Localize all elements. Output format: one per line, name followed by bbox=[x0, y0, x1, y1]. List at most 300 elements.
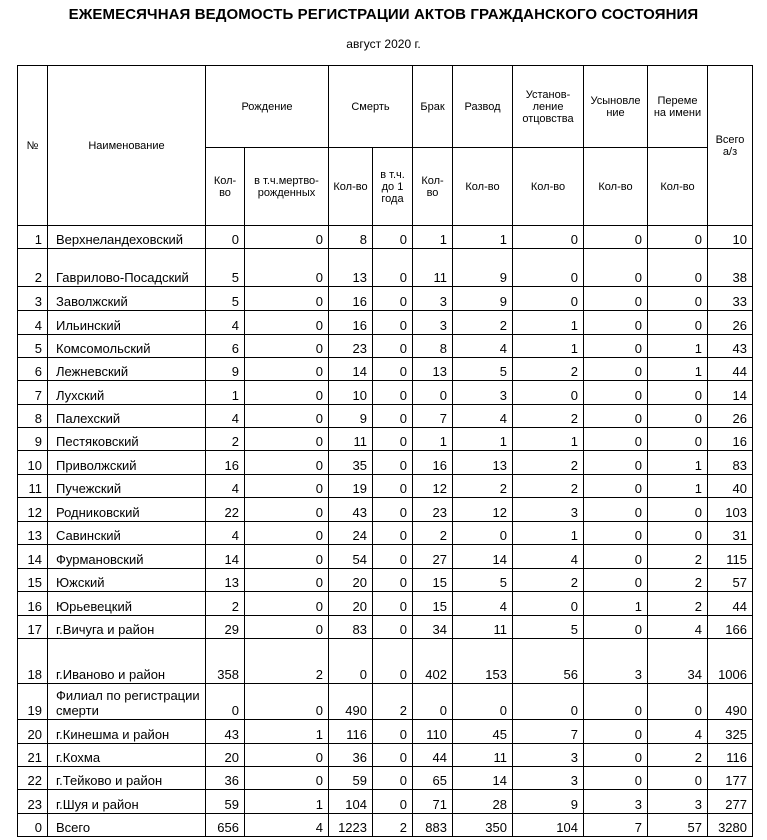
cell-infant: 0 bbox=[373, 311, 413, 335]
cell-divorce: 11 bbox=[453, 744, 513, 767]
registration-table bbox=[17, 65, 753, 837]
cell-no: 8 bbox=[18, 405, 48, 428]
cell-divorce: 153 bbox=[453, 639, 513, 684]
cell-adoption: 0 bbox=[584, 744, 648, 767]
cell-total: 325 bbox=[708, 720, 753, 744]
cell-name: Филиал по регистрации смерти bbox=[48, 684, 206, 720]
cell-marriage: 27 bbox=[413, 545, 453, 569]
cell-name-change: 1 bbox=[648, 358, 708, 381]
cell-name-change: 4 bbox=[648, 616, 708, 639]
cell-marriage: 402 bbox=[413, 639, 453, 684]
cell-death: 19 bbox=[329, 475, 373, 498]
cell-adoption: 0 bbox=[584, 287, 648, 311]
cell-adoption: 0 bbox=[584, 428, 648, 451]
cell-divorce: 13 bbox=[453, 451, 513, 475]
cell-death: 8 bbox=[329, 226, 373, 249]
col-header-name-change: Переме на имени bbox=[648, 66, 708, 148]
cell-total: 44 bbox=[708, 592, 753, 616]
cell-infant: 0 bbox=[373, 226, 413, 249]
cell-death: 10 bbox=[329, 381, 373, 405]
cell-adoption: 3 bbox=[584, 790, 648, 814]
cell-paternity: 1 bbox=[513, 311, 584, 335]
cell-infant: 0 bbox=[373, 767, 413, 790]
cell-birth: 1 bbox=[206, 381, 245, 405]
cell-total: 116 bbox=[708, 744, 753, 767]
cell-divorce: 350 bbox=[453, 814, 513, 837]
table-row bbox=[18, 545, 753, 569]
col-header-divorce: Развод bbox=[453, 66, 513, 148]
cell-divorce: 0 bbox=[453, 522, 513, 545]
col-header-death: Смерть bbox=[329, 66, 413, 148]
table-row bbox=[18, 569, 753, 592]
cell-marriage: 44 bbox=[413, 744, 453, 767]
cell-name-change: 0 bbox=[648, 522, 708, 545]
cell-divorce: 4 bbox=[453, 405, 513, 428]
cell-no: 2 bbox=[18, 249, 48, 287]
cell-divorce: 2 bbox=[453, 475, 513, 498]
cell-adoption: 0 bbox=[584, 498, 648, 522]
cell-name: г.Иваново и район bbox=[48, 639, 206, 684]
cell-paternity: 2 bbox=[513, 569, 584, 592]
table-row bbox=[18, 451, 753, 475]
table-row bbox=[18, 744, 753, 767]
table-row bbox=[18, 381, 753, 405]
cell-death: 14 bbox=[329, 358, 373, 381]
cell-marriage: 34 bbox=[413, 616, 453, 639]
cell-adoption: 0 bbox=[584, 381, 648, 405]
cell-no: 17 bbox=[18, 616, 48, 639]
cell-birth: 14 bbox=[206, 545, 245, 569]
cell-adoption: 0 bbox=[584, 226, 648, 249]
cell-birth: 9 bbox=[206, 358, 245, 381]
cell-marriage: 12 bbox=[413, 475, 453, 498]
col-header-birth: Рождение bbox=[206, 66, 329, 148]
table-body bbox=[18, 226, 753, 837]
cell-stillborn: 0 bbox=[245, 744, 329, 767]
cell-infant: 0 bbox=[373, 405, 413, 428]
col-header-birth-stillborn: в т.ч.мертво-рожденных bbox=[245, 148, 329, 226]
cell-adoption: 0 bbox=[584, 405, 648, 428]
cell-paternity: 104 bbox=[513, 814, 584, 837]
cell-divorce: 4 bbox=[453, 335, 513, 358]
cell-paternity: 5 bbox=[513, 616, 584, 639]
table-row bbox=[18, 249, 753, 287]
cell-marriage: 8 bbox=[413, 335, 453, 358]
cell-birth: 2 bbox=[206, 428, 245, 451]
cell-divorce: 5 bbox=[453, 358, 513, 381]
cell-stillborn: 0 bbox=[245, 498, 329, 522]
cell-infant: 0 bbox=[373, 639, 413, 684]
cell-total: 31 bbox=[708, 522, 753, 545]
cell-death: 13 bbox=[329, 249, 373, 287]
cell-divorce: 4 bbox=[453, 592, 513, 616]
cell-adoption: 0 bbox=[584, 569, 648, 592]
cell-stillborn: 0 bbox=[245, 616, 329, 639]
cell-no: 22 bbox=[18, 767, 48, 790]
cell-infant: 2 bbox=[373, 814, 413, 837]
cell-divorce: 45 bbox=[453, 720, 513, 744]
cell-stillborn: 0 bbox=[245, 475, 329, 498]
cell-paternity: 0 bbox=[513, 592, 584, 616]
cell-total: 33 bbox=[708, 287, 753, 311]
cell-infant: 0 bbox=[373, 381, 413, 405]
cell-stillborn: 0 bbox=[245, 249, 329, 287]
cell-name-change: 0 bbox=[648, 381, 708, 405]
cell-birth: 20 bbox=[206, 744, 245, 767]
cell-birth: 29 bbox=[206, 616, 245, 639]
col-header-no: № bbox=[18, 66, 48, 226]
cell-marriage: 7 bbox=[413, 405, 453, 428]
cell-birth: 36 bbox=[206, 767, 245, 790]
cell-divorce: 2 bbox=[453, 311, 513, 335]
cell-no: 1 bbox=[18, 226, 48, 249]
col-header-name-change-count: Кол-во bbox=[648, 148, 708, 226]
cell-stillborn: 0 bbox=[245, 405, 329, 428]
cell-total: 3280 bbox=[708, 814, 753, 837]
col-header-death-count: Кол-во bbox=[329, 148, 373, 226]
cell-birth: 5 bbox=[206, 287, 245, 311]
cell-no: 3 bbox=[18, 287, 48, 311]
cell-name-change: 1 bbox=[648, 475, 708, 498]
cell-marriage: 3 bbox=[413, 311, 453, 335]
cell-divorce: 5 bbox=[453, 569, 513, 592]
cell-name-change: 1 bbox=[648, 451, 708, 475]
cell-infant: 0 bbox=[373, 498, 413, 522]
cell-death: 36 bbox=[329, 744, 373, 767]
cell-marriage: 11 bbox=[413, 249, 453, 287]
cell-stillborn: 0 bbox=[245, 381, 329, 405]
cell-marriage: 71 bbox=[413, 790, 453, 814]
cell-paternity: 2 bbox=[513, 475, 584, 498]
cell-adoption: 3 bbox=[584, 639, 648, 684]
cell-divorce: 11 bbox=[453, 616, 513, 639]
cell-stillborn: 1 bbox=[245, 720, 329, 744]
cell-death: 116 bbox=[329, 720, 373, 744]
cell-name: Заволжский bbox=[48, 287, 206, 311]
cell-adoption: 7 bbox=[584, 814, 648, 837]
cell-divorce: 9 bbox=[453, 287, 513, 311]
table-row bbox=[18, 405, 753, 428]
cell-name-change: 0 bbox=[648, 498, 708, 522]
cell-stillborn: 0 bbox=[245, 569, 329, 592]
cell-adoption: 0 bbox=[584, 358, 648, 381]
cell-total: 103 bbox=[708, 498, 753, 522]
cell-total: 38 bbox=[708, 249, 753, 287]
cell-death: 1223 bbox=[329, 814, 373, 837]
cell-no: 20 bbox=[18, 720, 48, 744]
cell-marriage: 0 bbox=[413, 684, 453, 720]
cell-birth: 0 bbox=[206, 226, 245, 249]
cell-marriage: 2 bbox=[413, 522, 453, 545]
cell-no: 21 bbox=[18, 744, 48, 767]
cell-marriage: 15 bbox=[413, 569, 453, 592]
cell-total: 40 bbox=[708, 475, 753, 498]
cell-name-change: 0 bbox=[648, 226, 708, 249]
cell-infant: 0 bbox=[373, 616, 413, 639]
cell-birth: 16 bbox=[206, 451, 245, 475]
cell-adoption: 0 bbox=[584, 522, 648, 545]
cell-paternity: 3 bbox=[513, 744, 584, 767]
cell-paternity: 2 bbox=[513, 405, 584, 428]
cell-no: 6 bbox=[18, 358, 48, 381]
cell-death: 104 bbox=[329, 790, 373, 814]
cell-name: Родниковский bbox=[48, 498, 206, 522]
cell-name: Ильинский bbox=[48, 311, 206, 335]
cell-infant: 0 bbox=[373, 287, 413, 311]
col-header-birth-count: Кол-во bbox=[206, 148, 245, 226]
cell-birth: 0 bbox=[206, 684, 245, 720]
cell-name-change: 2 bbox=[648, 744, 708, 767]
cell-infant: 0 bbox=[373, 522, 413, 545]
cell-total: 277 bbox=[708, 790, 753, 814]
cell-name: Комсомольский bbox=[48, 335, 206, 358]
cell-no: 9 bbox=[18, 428, 48, 451]
cell-name: г.Вичуга и район bbox=[48, 616, 206, 639]
cell-death: 9 bbox=[329, 405, 373, 428]
cell-no: 0 bbox=[18, 814, 48, 837]
cell-name-change: 2 bbox=[648, 592, 708, 616]
cell-paternity: 4 bbox=[513, 545, 584, 569]
cell-marriage: 65 bbox=[413, 767, 453, 790]
cell-death: 23 bbox=[329, 335, 373, 358]
cell-birth: 4 bbox=[206, 311, 245, 335]
cell-total: 83 bbox=[708, 451, 753, 475]
cell-stillborn: 0 bbox=[245, 428, 329, 451]
cell-marriage: 23 bbox=[413, 498, 453, 522]
cell-stillborn: 0 bbox=[245, 592, 329, 616]
cell-divorce: 28 bbox=[453, 790, 513, 814]
cell-name: г.Шуя и район bbox=[48, 790, 206, 814]
table-row bbox=[18, 475, 753, 498]
cell-adoption: 0 bbox=[584, 616, 648, 639]
cell-death: 54 bbox=[329, 545, 373, 569]
cell-name: Пучежский bbox=[48, 475, 206, 498]
cell-name: Фурмановский bbox=[48, 545, 206, 569]
cell-name: г.Кохма bbox=[48, 744, 206, 767]
cell-death: 20 bbox=[329, 592, 373, 616]
cell-infant: 0 bbox=[373, 358, 413, 381]
cell-paternity: 2 bbox=[513, 451, 584, 475]
cell-stillborn: 0 bbox=[245, 311, 329, 335]
col-header-divorce-count: Кол-во bbox=[453, 148, 513, 226]
cell-stillborn: 0 bbox=[245, 545, 329, 569]
header-row-groups bbox=[18, 66, 753, 148]
cell-stillborn: 0 bbox=[245, 358, 329, 381]
cell-infant: 0 bbox=[373, 335, 413, 358]
cell-name-change: 0 bbox=[648, 767, 708, 790]
cell-name: Приволжский bbox=[48, 451, 206, 475]
cell-marriage: 1 bbox=[413, 428, 453, 451]
cell-name: Гаврилово-Посадский bbox=[48, 249, 206, 287]
cell-death: 490 bbox=[329, 684, 373, 720]
cell-stillborn: 1 bbox=[245, 790, 329, 814]
cell-paternity: 0 bbox=[513, 381, 584, 405]
cell-death: 59 bbox=[329, 767, 373, 790]
cell-divorce: 0 bbox=[453, 684, 513, 720]
cell-name-change: 0 bbox=[648, 287, 708, 311]
cell-total: 26 bbox=[708, 311, 753, 335]
cell-name: Палехский bbox=[48, 405, 206, 428]
table-row bbox=[18, 498, 753, 522]
cell-adoption: 0 bbox=[584, 475, 648, 498]
cell-marriage: 110 bbox=[413, 720, 453, 744]
cell-name-change: 0 bbox=[648, 249, 708, 287]
cell-name: Лухский bbox=[48, 381, 206, 405]
cell-death: 24 bbox=[329, 522, 373, 545]
cell-birth: 6 bbox=[206, 335, 245, 358]
cell-marriage: 1 bbox=[413, 226, 453, 249]
cell-adoption: 0 bbox=[584, 451, 648, 475]
cell-total: 177 bbox=[708, 767, 753, 790]
col-header-marriage: Брак bbox=[413, 66, 453, 148]
cell-total: 44 bbox=[708, 358, 753, 381]
cell-name-change: 0 bbox=[648, 428, 708, 451]
table-row bbox=[18, 226, 753, 249]
cell-name-change: 34 bbox=[648, 639, 708, 684]
cell-death: 83 bbox=[329, 616, 373, 639]
cell-name: Савинский bbox=[48, 522, 206, 545]
cell-name-change: 0 bbox=[648, 684, 708, 720]
cell-divorce: 1 bbox=[453, 428, 513, 451]
cell-total: 26 bbox=[708, 405, 753, 428]
cell-death: 16 bbox=[329, 287, 373, 311]
col-header-death-infant: в т.ч. до 1 года bbox=[373, 148, 413, 226]
cell-marriage: 15 bbox=[413, 592, 453, 616]
cell-name-change: 4 bbox=[648, 720, 708, 744]
cell-stillborn: 0 bbox=[245, 684, 329, 720]
cell-paternity: 1 bbox=[513, 335, 584, 358]
cell-marriage: 0 bbox=[413, 381, 453, 405]
cell-name-change: 2 bbox=[648, 569, 708, 592]
cell-no: 14 bbox=[18, 545, 48, 569]
cell-no: 5 bbox=[18, 335, 48, 358]
cell-infant: 0 bbox=[373, 592, 413, 616]
cell-paternity: 9 bbox=[513, 790, 584, 814]
cell-infant: 0 bbox=[373, 475, 413, 498]
cell-paternity: 0 bbox=[513, 287, 584, 311]
cell-adoption: 0 bbox=[584, 335, 648, 358]
col-header-paternity-count: Кол-во bbox=[513, 148, 584, 226]
cell-infant: 0 bbox=[373, 744, 413, 767]
cell-no: 23 bbox=[18, 790, 48, 814]
cell-no: 12 bbox=[18, 498, 48, 522]
cell-total: 490 bbox=[708, 684, 753, 720]
table-row bbox=[18, 522, 753, 545]
table-row bbox=[18, 428, 753, 451]
cell-infant: 0 bbox=[373, 249, 413, 287]
cell-infant: 0 bbox=[373, 790, 413, 814]
cell-adoption: 0 bbox=[584, 545, 648, 569]
cell-marriage: 13 bbox=[413, 358, 453, 381]
cell-name-change: 1 bbox=[648, 335, 708, 358]
cell-birth: 43 bbox=[206, 720, 245, 744]
cell-divorce: 14 bbox=[453, 545, 513, 569]
report-title: ЕЖЕМЕСЯЧНАЯ ВЕДОМОСТЬ РЕГИСТРАЦИИ АКТОВ ГРАЖДАНСКОГО СОСТОЯНИЯ bbox=[68, 6, 699, 23]
cell-name: г.Тейково и район bbox=[48, 767, 206, 790]
cell-paternity: 7 bbox=[513, 720, 584, 744]
table-row bbox=[18, 358, 753, 381]
table-row bbox=[18, 639, 753, 684]
table-row bbox=[18, 335, 753, 358]
cell-name-change: 0 bbox=[648, 405, 708, 428]
cell-adoption: 0 bbox=[584, 684, 648, 720]
cell-infant: 0 bbox=[373, 720, 413, 744]
cell-birth: 358 bbox=[206, 639, 245, 684]
table-row bbox=[18, 720, 753, 744]
cell-marriage: 3 bbox=[413, 287, 453, 311]
cell-stillborn: 0 bbox=[245, 226, 329, 249]
cell-name: Пестяковский bbox=[48, 428, 206, 451]
cell-infant: 0 bbox=[373, 569, 413, 592]
cell-birth: 2 bbox=[206, 592, 245, 616]
cell-stillborn: 0 bbox=[245, 335, 329, 358]
cell-name-change: 0 bbox=[648, 311, 708, 335]
col-header-marriage-count: Кол-во bbox=[413, 148, 453, 226]
cell-birth: 59 bbox=[206, 790, 245, 814]
cell-death: 16 bbox=[329, 311, 373, 335]
cell-no: 18 bbox=[18, 639, 48, 684]
cell-total: 57 bbox=[708, 569, 753, 592]
cell-no: 4 bbox=[18, 311, 48, 335]
cell-no: 16 bbox=[18, 592, 48, 616]
cell-paternity: 3 bbox=[513, 498, 584, 522]
cell-paternity: 0 bbox=[513, 226, 584, 249]
report-period: август 2020 г. bbox=[346, 37, 421, 51]
table-row bbox=[18, 592, 753, 616]
cell-divorce: 14 bbox=[453, 767, 513, 790]
cell-name: Юрьевецкий bbox=[48, 592, 206, 616]
cell-total: 10 bbox=[708, 226, 753, 249]
cell-divorce: 3 bbox=[453, 381, 513, 405]
cell-stillborn: 0 bbox=[245, 287, 329, 311]
cell-death: 43 bbox=[329, 498, 373, 522]
cell-divorce: 12 bbox=[453, 498, 513, 522]
cell-adoption: 1 bbox=[584, 592, 648, 616]
cell-paternity: 0 bbox=[513, 684, 584, 720]
cell-birth: 5 bbox=[206, 249, 245, 287]
cell-total: 16 bbox=[708, 428, 753, 451]
cell-name: Всего bbox=[48, 814, 206, 837]
table-row bbox=[18, 684, 753, 720]
cell-name: Верхнеландеховский bbox=[48, 226, 206, 249]
cell-name-change: 2 bbox=[648, 545, 708, 569]
cell-infant: 0 bbox=[373, 545, 413, 569]
cell-infant: 2 bbox=[373, 684, 413, 720]
cell-infant: 0 bbox=[373, 451, 413, 475]
cell-stillborn: 0 bbox=[245, 767, 329, 790]
cell-birth: 22 bbox=[206, 498, 245, 522]
cell-paternity: 56 bbox=[513, 639, 584, 684]
cell-name: Лежневский bbox=[48, 358, 206, 381]
cell-birth: 4 bbox=[206, 475, 245, 498]
col-header-paternity: Установ-ление отцовства bbox=[513, 66, 584, 148]
table-row bbox=[18, 814, 753, 837]
cell-no: 7 bbox=[18, 381, 48, 405]
cell-death: 11 bbox=[329, 428, 373, 451]
cell-name: Южский bbox=[48, 569, 206, 592]
cell-paternity: 0 bbox=[513, 249, 584, 287]
cell-paternity: 2 bbox=[513, 358, 584, 381]
table-row bbox=[18, 287, 753, 311]
col-header-adoption: Усыновле ние bbox=[584, 66, 648, 148]
cell-birth: 656 bbox=[206, 814, 245, 837]
cell-birth: 4 bbox=[206, 405, 245, 428]
cell-marriage: 883 bbox=[413, 814, 453, 837]
cell-paternity: 1 bbox=[513, 522, 584, 545]
cell-infant: 0 bbox=[373, 428, 413, 451]
cell-death: 0 bbox=[329, 639, 373, 684]
cell-birth: 4 bbox=[206, 522, 245, 545]
